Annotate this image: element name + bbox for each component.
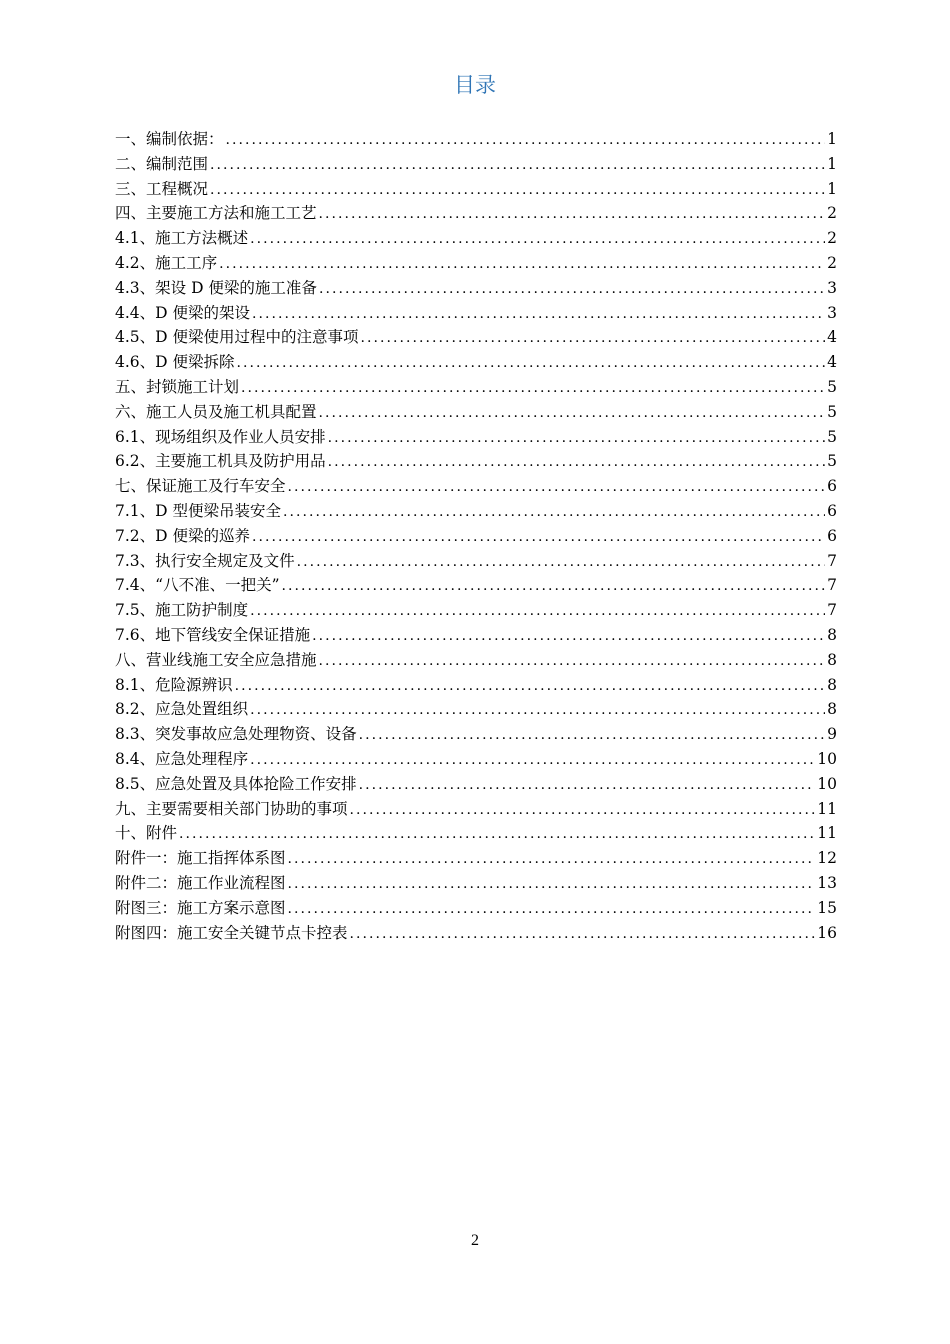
toc-leader-dots xyxy=(283,500,825,525)
toc-entry-label: 九、主要需要相关部门协助的事项 xyxy=(115,799,348,818)
toc-entry-label: 8.3、突发事故应急处理物资、设备 xyxy=(115,725,357,744)
toc-entry[interactable] xyxy=(115,226,837,251)
toc-entry[interactable] xyxy=(115,350,837,375)
toc-entry[interactable] xyxy=(115,697,837,722)
toc-entry-page: 8 xyxy=(827,650,837,669)
toc-entry-page: 10 xyxy=(817,749,837,768)
toc-entry-label: 六、施工人员及施工机具配置 xyxy=(115,402,317,421)
toc-leader-dots xyxy=(226,128,825,153)
toc-entry-page: 6 xyxy=(827,501,837,520)
toc-entry-page: 8 xyxy=(827,675,837,694)
toc-leader-dots xyxy=(288,897,816,922)
toc-entry[interactable] xyxy=(115,896,837,921)
toc-entry-page: 3 xyxy=(827,278,837,297)
toc-entry-page: 2 xyxy=(827,229,837,248)
toc-entry-page: 4 xyxy=(827,328,837,347)
toc-entry-label: 二、编制范围 xyxy=(115,154,209,173)
toc-leader-dots xyxy=(359,773,816,798)
toc-entry[interactable] xyxy=(115,499,837,524)
toc-entry-label: 4.3、架设 D 便梁的施工准备 xyxy=(115,278,317,297)
toc-entry-page: 9 xyxy=(827,725,837,744)
toc-leader-dots xyxy=(179,822,815,847)
toc-entry[interactable] xyxy=(115,301,837,326)
toc-entry-page: 12 xyxy=(817,849,837,868)
toc-entry[interactable] xyxy=(115,400,837,425)
toc-entry-label: 6.1、现场组织及作业人员安排 xyxy=(115,427,326,446)
toc-entry[interactable] xyxy=(115,846,837,871)
toc-entry[interactable] xyxy=(115,648,837,673)
toc-entry-page: 5 xyxy=(827,377,837,396)
toc-leader-dots xyxy=(237,351,825,376)
toc-entry-label: 7.4、“八不准、一把关” xyxy=(115,576,280,595)
toc-leader-dots xyxy=(235,674,825,699)
toc-entry[interactable] xyxy=(115,524,837,549)
toc-entry-label: 十、附件 xyxy=(115,824,178,843)
toc-entry[interactable] xyxy=(115,276,837,301)
toc-entry[interactable] xyxy=(115,871,837,896)
toc-leader-dots xyxy=(328,426,825,451)
toc-entry-page: 1 xyxy=(827,130,837,148)
toc-entry-page: 11 xyxy=(817,824,837,843)
toc-entry-page: 3 xyxy=(827,303,837,322)
toc-entry[interactable] xyxy=(115,772,837,797)
toc-leader-dots xyxy=(361,326,825,351)
toc-entry-label: 7.5、施工防护制度 xyxy=(115,601,249,620)
toc-entry-page: 7 xyxy=(827,601,837,620)
toc-entry-label: 七、保证施工及行车安全 xyxy=(115,477,286,496)
toc-entry[interactable] xyxy=(115,152,837,177)
toc-entry[interactable] xyxy=(115,325,837,350)
toc-entry[interactable] xyxy=(115,573,837,598)
toc-leader-dots xyxy=(319,649,825,674)
toc-entry-label: 7.6、地下管线安全保证措施 xyxy=(115,625,311,644)
toc-entry[interactable] xyxy=(115,722,837,747)
toc-entry[interactable] xyxy=(115,673,837,698)
toc-entry-label: 8.5、应急处置及具体抢险工作安排 xyxy=(115,774,357,793)
toc-leader-dots xyxy=(250,227,825,252)
toc-entry-page: 4 xyxy=(827,353,837,372)
toc-title: 目录 xyxy=(454,73,496,97)
toc-entry-page: 16 xyxy=(817,923,837,942)
toc-leader-dots xyxy=(359,723,825,748)
toc-entry-label: 4.1、施工方法概述 xyxy=(115,229,249,248)
toc-entry-page: 10 xyxy=(817,774,837,793)
toc-entry[interactable] xyxy=(115,449,837,474)
toc-leader-dots xyxy=(288,475,825,500)
toc-leader-dots xyxy=(210,178,825,203)
toc-leader-dots xyxy=(250,748,815,773)
toc-leader-dots xyxy=(288,872,816,897)
toc-leader-dots xyxy=(210,153,825,178)
toc-leader-dots xyxy=(328,450,825,475)
toc-entry-page: 1 xyxy=(827,154,837,173)
toc-entry[interactable] xyxy=(115,797,837,822)
toc-entry-label: 4.4、D 便梁的架设 xyxy=(115,303,251,322)
toc-entry-label: 8.2、应急处置组织 xyxy=(115,700,249,719)
toc-entry-page: 8 xyxy=(827,700,837,719)
toc-entry[interactable] xyxy=(115,201,837,226)
toc-entry-label: 7.1、D 型便梁吊装安全 xyxy=(115,501,282,520)
toc-entry-page: 6 xyxy=(827,526,837,545)
toc-entry[interactable] xyxy=(115,177,837,202)
toc-leader-dots xyxy=(250,698,825,723)
toc-entry-label: 四、主要施工方法和施工工艺 xyxy=(115,204,317,223)
toc-entry-page: 6 xyxy=(827,477,837,496)
toc-entry-page: 11 xyxy=(817,799,837,818)
toc-entry-label: 8.4、应急处理程序 xyxy=(115,749,249,768)
toc-leader-dots xyxy=(252,302,825,327)
toc-entry-label: 4.2、施工工序 xyxy=(115,253,218,272)
toc-entry-label: 4.6、D 便梁拆除 xyxy=(115,353,235,372)
toc-entry-page: 5 xyxy=(827,427,837,446)
toc-leader-dots xyxy=(250,599,825,624)
toc-entry[interactable] xyxy=(115,375,837,400)
toc-leader-dots xyxy=(219,252,825,277)
toc-entry[interactable] xyxy=(115,425,837,450)
toc-entry-label: 6.2、主要施工机具及防护用品 xyxy=(115,452,326,471)
toc-entry-label: 7.3、执行安全规定及文件 xyxy=(115,551,295,570)
toc-leader-dots xyxy=(319,277,825,302)
toc-entry-page: 1 xyxy=(827,179,837,198)
toc-entry[interactable] xyxy=(115,623,837,648)
toc-entry-page: 2 xyxy=(827,204,837,223)
toc-entry[interactable] xyxy=(115,251,837,276)
toc-entry[interactable] xyxy=(115,127,837,152)
toc-entry[interactable] xyxy=(115,821,837,846)
toc-entry-label: 八、营业线施工安全应急措施 xyxy=(115,650,317,669)
toc-entry-page: 15 xyxy=(817,898,837,917)
toc-entry-label: 一、编制依据： xyxy=(115,130,224,148)
toc-leader-dots xyxy=(297,550,825,575)
toc-entry-label: 五、封锁施工计划 xyxy=(115,377,240,396)
toc-entry[interactable] xyxy=(115,747,837,772)
toc-leader-dots xyxy=(319,401,825,426)
toc-entry-page: 2 xyxy=(827,253,837,272)
toc-entry[interactable] xyxy=(115,598,837,623)
toc-leader-dots xyxy=(319,202,825,227)
toc-leader-dots xyxy=(282,574,826,599)
toc-leader-dots xyxy=(350,922,816,947)
page-number: 2 xyxy=(471,1232,479,1249)
toc-entry-page: 5 xyxy=(827,402,837,421)
toc-entry[interactable] xyxy=(115,474,837,499)
toc-entry-page: 13 xyxy=(817,873,837,892)
toc-entry-page: 5 xyxy=(827,452,837,471)
toc-entry-page: 7 xyxy=(827,551,837,570)
table-of-contents xyxy=(115,127,837,945)
toc-entry-label: 附图三：施工方案示意图 xyxy=(115,898,286,917)
toc-entry[interactable] xyxy=(115,549,837,574)
toc-entry-page: 7 xyxy=(827,576,837,595)
toc-entry-label: 4.5、D 便梁使用过程中的注意事项 xyxy=(115,328,359,347)
toc-entry-label: 附图四：施工安全关键节点卡控表 xyxy=(115,923,348,942)
toc-entry-label: 7.2、D 便梁的巡养 xyxy=(115,526,251,545)
toc-leader-dots xyxy=(312,624,825,649)
toc-leader-dots xyxy=(252,525,825,550)
toc-leader-dots xyxy=(241,376,825,401)
toc-entry-page: 8 xyxy=(827,625,837,644)
toc-entry-label: 附件一：施工指挥体系图 xyxy=(115,849,286,868)
toc-entry-label: 8.1、危险源辨识 xyxy=(115,675,233,694)
toc-entry[interactable] xyxy=(115,921,837,946)
toc-entry-label: 附件二：施工作业流程图 xyxy=(115,873,286,892)
toc-leader-dots xyxy=(288,847,816,872)
toc-entry-label: 三、工程概况 xyxy=(115,179,209,198)
toc-leader-dots xyxy=(350,798,816,823)
